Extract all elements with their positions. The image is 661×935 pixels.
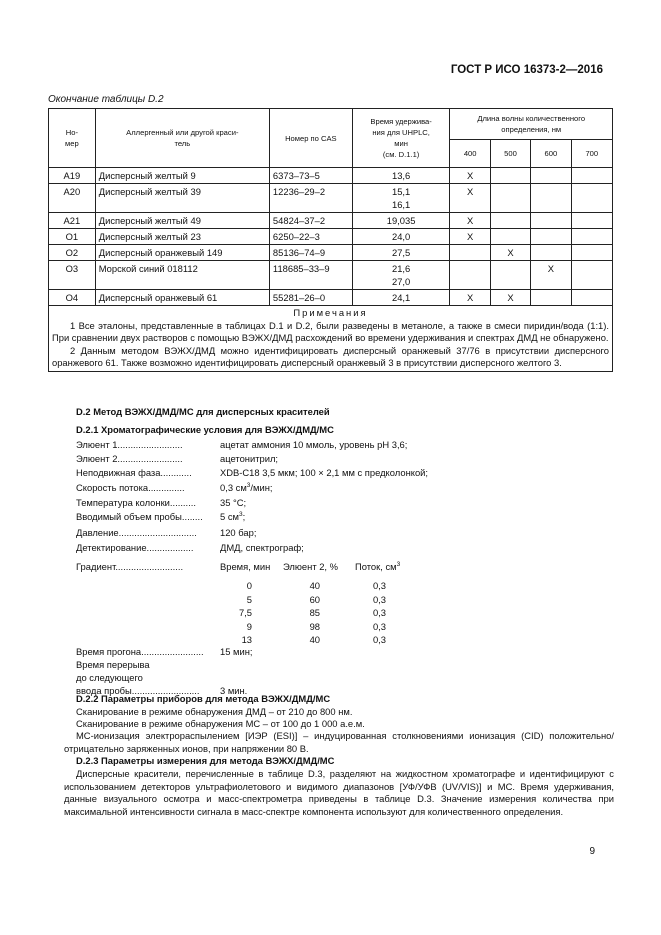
row-mark-400 [450, 261, 490, 290]
gradient-col-flow: Поток, $см^3$ [355, 560, 401, 572]
row-mark-700 [571, 290, 612, 306]
row-mark-600 [531, 290, 571, 306]
table-notes [49, 306, 613, 372]
row-mark-700 [571, 229, 612, 245]
pause-label-1: Время перерыва [76, 659, 150, 670]
row-mark-700 [571, 261, 612, 290]
header-num: Но- мер [49, 109, 96, 168]
notes-title: Примечания [293, 307, 368, 318]
header-retention-time: Время удержива- ния для UHPLC, мин (см. D.1.1) [352, 109, 450, 168]
dyes-table [48, 108, 613, 372]
condition-value: XDB-C18 3,5 мкм; 100 × 2,1 мм с предколонкой; [220, 467, 429, 478]
header-wavelength: Длина волны количественного определения, нм [450, 109, 613, 140]
gradient-col-time: Время, мин [220, 561, 271, 572]
row-num: O3 [49, 261, 96, 290]
gradient-flow: 0,3 [372, 607, 386, 618]
condition-label: Неподвижная фаза............ [76, 467, 192, 478]
condition-value: 120 бар; [220, 527, 257, 538]
table-row [49, 245, 613, 261]
gradient-time: 13 [241, 634, 252, 645]
table-row [49, 168, 613, 184]
row-mark-500: X [490, 245, 530, 261]
gradient-label: Градиент.......................... [76, 561, 184, 572]
document-id: ГОСТ Р ИСО 16373-2—2016 [450, 64, 603, 76]
row-mark-600 [531, 168, 571, 184]
pause-label-3: ввода пробы.......................... [76, 685, 200, 696]
row-num: O4 [49, 290, 96, 306]
note-1: 1 Все эталоны, представленные в таблицах D.1 и D.2, были разведены в метаноле, а также в смеси пиридин/вода (1:1). При сравнении двух растворов с помощью ВЭЖХ/ДМД расхождений во времени удерживания и спектрах ДМД не обнаружено. [52, 319, 609, 344]
pause-value: 3 мин. [220, 685, 248, 696]
gradient-flow: 0,3 [372, 634, 386, 645]
table-row [49, 184, 613, 213]
header-400: 400 [450, 140, 490, 168]
run-time-label: Время прогона........................ [76, 646, 204, 657]
row-name: Дисперсный желтый 39 [95, 184, 269, 213]
condition-value: ацетат аммония 10 ммоль, уровень pH 3,6; [220, 439, 408, 450]
gradient-eluent: 60 [309, 593, 320, 605]
row-mark-500 [490, 229, 530, 245]
row-name: Дисперсный желтый 9 [95, 168, 269, 184]
section-d22-title: D.2.2 Параметры приборов для метода ВЭЖХ/ДМД/МС [76, 693, 331, 704]
pause-label-2: до следующего [76, 672, 143, 683]
row-cas: 55281–26–0 [269, 290, 352, 306]
header-700: 700 [571, 140, 612, 168]
header-cas: Номер по CAS [269, 109, 352, 168]
row-cas: 118685–33–9 [269, 261, 352, 290]
row-time: 27,5 [352, 245, 450, 261]
row-mark-500 [490, 184, 530, 213]
d22-p1: Сканирование в режиме обнаружения ДМД – от 210 до 800 нм. [76, 706, 353, 717]
d22-p2: Сканирование в режиме обнаружения МС – от 100 до 1 000 а.е.м. [76, 718, 365, 729]
gradient-flow: 0,3 [372, 580, 386, 591]
condition-label: Элюент 2......................... [76, 453, 183, 464]
condition-label: Элюент 1......................... [76, 439, 183, 450]
row-time: 21,6 27,0 [352, 261, 450, 290]
row-mark-500 [490, 261, 530, 290]
table-row [49, 213, 613, 229]
row-num: A20 [49, 184, 96, 213]
row-mark-400: X [450, 229, 490, 245]
condition-value: 0,3 $см^3$/мин; [220, 481, 273, 493]
condition-label: Скорость потока.............. [76, 482, 185, 493]
condition-label: Вводимый объем пробы........ [76, 511, 203, 522]
gradient-eluent: 40 [309, 580, 320, 591]
gradient-eluent: 40 [309, 634, 320, 645]
row-mark-400: X [450, 213, 490, 229]
row-num: A21 [49, 213, 96, 229]
condition-label: Температура колонки.......... [76, 497, 196, 508]
row-mark-400 [450, 245, 490, 261]
row-time: 19,035 [352, 213, 450, 229]
row-time: 24,0 [352, 229, 450, 245]
gradient-flow: 0,3 [372, 620, 386, 632]
row-mark-500: X [490, 290, 530, 306]
gradient-eluent: 85 [309, 607, 320, 618]
row-cas: 12236–29–2 [269, 184, 352, 213]
header-allergen: Аллергенный или другой краси- тель [95, 109, 269, 168]
row-name: Дисперсный оранжевый 149 [95, 245, 269, 261]
row-num: A19 [49, 168, 96, 184]
row-cas: 6373–73–5 [269, 168, 352, 184]
row-mark-500 [490, 168, 530, 184]
gradient-eluent: 98 [309, 620, 320, 632]
row-time: 24,1 [352, 290, 450, 306]
row-mark-700 [571, 168, 612, 184]
note-2: 2 Данным методом ВЭЖХ/ДМД можно идентифицировать дисперсный оранжевый 37/76 в присутствии дисперсного оранжевого 61. Также возможно идентифицировать дисперсный оранжевый 3 в присутствии дисперсного желтого 3. [52, 344, 609, 369]
section-d21-title: D.2.1 Хроматографические условия для ВЭЖХ/ДМД/МС [76, 424, 334, 435]
table-row [49, 229, 613, 245]
row-time: 15,1 16,1 [352, 184, 450, 213]
header-600: 600 [531, 140, 571, 168]
gradient-time: 0 [246, 580, 252, 591]
row-mark-500 [490, 213, 530, 229]
d22-p3: МС-ионизация электрораспылением [ИЭР (ESI)] – индуцированная столкновениями ионизация (CID) положительно/отрицательно заряженных ионов, при напряжении 80 В. [64, 730, 614, 754]
row-num: O1 [49, 229, 96, 245]
table-row [49, 261, 613, 290]
row-name: Дисперсный желтый 23 [95, 229, 269, 245]
row-mark-600 [531, 213, 571, 229]
row-mark-700 [571, 245, 612, 261]
section-d23-title: D.2.3 Параметры измерения для метода ВЭЖХ/ДМД/МС [76, 755, 335, 766]
gradient-col-eluent: Элюент 2, % [283, 561, 338, 572]
condition-value: 5 $см^3$; [220, 510, 246, 522]
section-d2-title: D.2 Метод ВЭЖХ/ДМД/МС для дисперсных красителей [76, 406, 330, 417]
table-row [49, 290, 613, 306]
row-mark-600 [531, 245, 571, 261]
condition-label: Давление.............................. [76, 527, 197, 538]
condition-value: 35 °С; [220, 497, 247, 508]
row-mark-600 [531, 229, 571, 245]
run-time-value: 15 мин; [220, 646, 253, 657]
gradient-flow: 0,3 [372, 593, 386, 605]
row-cas: 54824–37–2 [269, 213, 352, 229]
condition-value: ДМД, спектрограф; [220, 542, 304, 553]
table-caption: Окончание таблицы D.2 [48, 94, 164, 105]
row-mark-700 [571, 184, 612, 213]
row-mark-600: X [531, 261, 571, 290]
condition-label: Детектирование.................. [76, 542, 194, 553]
gradient-time: 5 [246, 593, 252, 605]
row-name: Дисперсный оранжевый 61 [95, 290, 269, 306]
row-mark-400: X [450, 290, 490, 306]
row-mark-700 [571, 213, 612, 229]
row-name: Дисперсный желтый 49 [95, 213, 269, 229]
row-mark-600 [531, 184, 571, 213]
row-mark-400: X [450, 168, 490, 184]
row-num: O2 [49, 245, 96, 261]
row-time: 13,6 [352, 168, 450, 184]
condition-value: ацетонитрил; [220, 453, 279, 464]
gradient-time: 9 [246, 620, 252, 632]
gradient-time: 7,5 [238, 607, 252, 618]
page-number: 9 [589, 846, 595, 857]
d23-p1: Дисперсные красители, перечисленные в таблице D.3, разделяют на жидкостном хроматографе и идентифицируют с использованием детекторов ультрафиолетового и видимого диапазонов [УФ/УФВ (UV/VIS)] и МС. Время удерживания, данные визуального осмотра и масс-спектрометра приведены в таблице D.3. Значение измерения количества при максимальной интенсивности сигнала в масс-спектре компонента используют для количественного определения. [64, 768, 614, 817]
row-mark-400: X [450, 184, 490, 213]
header-500: 500 [490, 140, 530, 168]
row-cas: 85136–74–9 [269, 245, 352, 261]
row-name: Морской синий 018112 [95, 261, 269, 290]
row-cas: 6250–22–3 [269, 229, 352, 245]
